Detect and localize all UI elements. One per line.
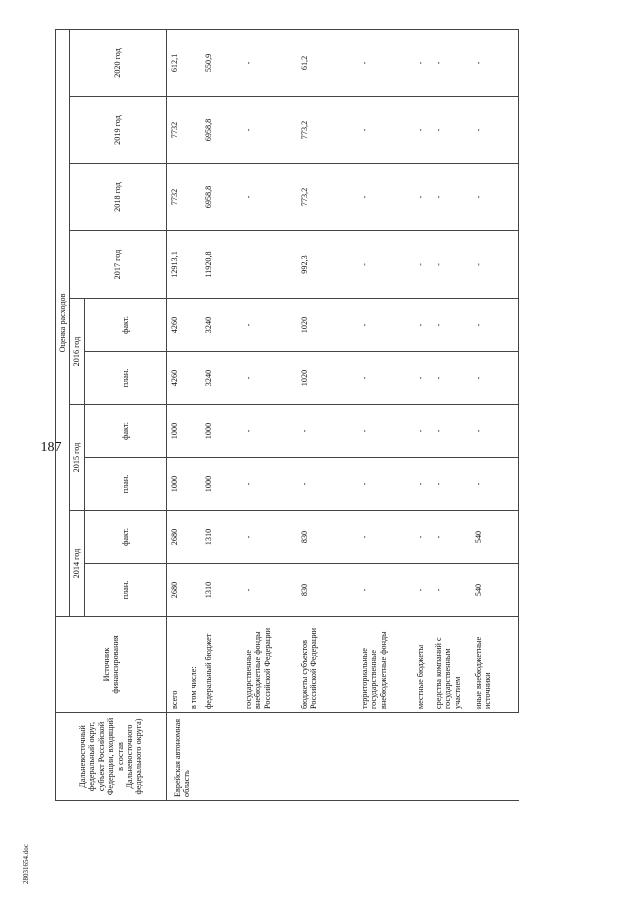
year-2020-header: 2020 год bbox=[70, 29, 166, 96]
region-name: Еврейская автономная область bbox=[166, 713, 518, 801]
year-2016-header: 2016 год bbox=[70, 299, 84, 405]
plan-2014-header: план. bbox=[84, 564, 166, 617]
value-cell: - bbox=[413, 405, 431, 458]
value-cell: 7732 bbox=[166, 164, 186, 231]
value-cell: 1000 bbox=[201, 458, 241, 511]
value-cell: - bbox=[357, 511, 413, 564]
year-2017-header: 2017 год bbox=[70, 231, 166, 299]
value-cell: 830 bbox=[297, 511, 357, 564]
page-number: 187 bbox=[40, 440, 62, 455]
source-label: бюджеты субъектов Российской Федерации bbox=[297, 617, 357, 713]
estimate-header: Оценка расходов bbox=[56, 29, 70, 616]
source-label: федеральный бюджет bbox=[201, 617, 241, 713]
value-cell: 550,9 bbox=[201, 29, 241, 96]
value-cell: - bbox=[413, 564, 431, 617]
value-cell bbox=[186, 97, 200, 164]
value-cell: - bbox=[413, 511, 431, 564]
source-label: местные бюджеты bbox=[413, 617, 431, 713]
table-row bbox=[201, 29, 241, 800]
value-cell: - bbox=[413, 352, 431, 405]
value-cell: 1020 bbox=[297, 299, 357, 352]
value-cell: - bbox=[413, 299, 431, 352]
value-cell: - bbox=[241, 164, 297, 231]
value-cell: 12913,1 bbox=[166, 231, 186, 299]
value-cell: 4260 bbox=[166, 352, 186, 405]
value-cell bbox=[186, 164, 200, 231]
source-label: территориальные государственные внебюджетные фонды bbox=[357, 617, 413, 713]
value-cell: - bbox=[431, 164, 471, 231]
footer-document-code: 28031654.doc bbox=[22, 844, 30, 884]
value-cell: - bbox=[241, 299, 297, 352]
value-cell: - bbox=[471, 405, 519, 458]
value-cell: - bbox=[431, 564, 471, 617]
value-cell: - bbox=[431, 231, 471, 299]
value-cell: - bbox=[241, 352, 297, 405]
value-cell: 612,1 bbox=[166, 29, 186, 96]
value-cell: - bbox=[431, 29, 471, 96]
table-row bbox=[186, 29, 200, 800]
value-cell: - bbox=[471, 299, 519, 352]
value-cell: - bbox=[357, 29, 413, 96]
fact-2015-header: факт. bbox=[84, 405, 166, 458]
value-cell: 540 bbox=[471, 564, 519, 617]
value-cell: 3240 bbox=[201, 299, 241, 352]
value-cell: - bbox=[357, 97, 413, 164]
value-cell: - bbox=[413, 97, 431, 164]
value-cell: - bbox=[413, 29, 431, 96]
value-cell: - bbox=[471, 458, 519, 511]
value-cell bbox=[186, 299, 200, 352]
value-cell: - bbox=[471, 164, 519, 231]
value-cell: - bbox=[241, 97, 297, 164]
value-cell: 3240 bbox=[201, 352, 241, 405]
plan-2016-header: план. bbox=[84, 352, 166, 405]
table-row bbox=[413, 29, 431, 800]
value-cell bbox=[186, 352, 200, 405]
value-cell: - bbox=[357, 231, 413, 299]
value-cell: - bbox=[357, 352, 413, 405]
value-cell bbox=[186, 511, 200, 564]
value-cell: - bbox=[431, 97, 471, 164]
value-cell: - bbox=[297, 458, 357, 511]
value-cell: 4260 bbox=[166, 299, 186, 352]
value-cell: - bbox=[413, 458, 431, 511]
value-cell: - bbox=[471, 97, 519, 164]
fact-2014-header: факт. bbox=[84, 511, 166, 564]
source-column-header: Источник финансирования bbox=[56, 617, 167, 713]
table-row bbox=[357, 29, 413, 800]
source-label: всего bbox=[166, 617, 186, 713]
value-cell bbox=[186, 564, 200, 617]
value-cell: - bbox=[297, 405, 357, 458]
year-2014-header: 2014 год bbox=[70, 511, 84, 617]
value-cell: 7732 bbox=[166, 97, 186, 164]
table-row bbox=[166, 29, 186, 800]
table-row bbox=[431, 29, 471, 800]
value-cell: 11920,8 bbox=[201, 231, 241, 299]
value-cell: 1000 bbox=[201, 405, 241, 458]
value-cell: - bbox=[431, 458, 471, 511]
value-cell bbox=[186, 405, 200, 458]
value-cell: - bbox=[357, 458, 413, 511]
value-cell: - bbox=[431, 405, 471, 458]
value-cell bbox=[241, 231, 297, 299]
value-cell: - bbox=[241, 458, 297, 511]
source-label: средства компаний с государственным участием bbox=[431, 617, 471, 713]
table-row bbox=[297, 29, 357, 800]
value-cell: - bbox=[431, 299, 471, 352]
value-cell: 2680 bbox=[166, 511, 186, 564]
table-row bbox=[241, 29, 297, 800]
value-cell: - bbox=[471, 231, 519, 299]
value-cell: 1310 bbox=[201, 564, 241, 617]
value-cell: 6958,8 bbox=[201, 164, 241, 231]
value-cell: 992,3 bbox=[297, 231, 357, 299]
value-cell: - bbox=[241, 564, 297, 617]
value-cell: 1000 bbox=[166, 405, 186, 458]
expenditure-estimate-table bbox=[55, 29, 519, 801]
value-cell: - bbox=[471, 352, 519, 405]
value-cell: 540 bbox=[471, 511, 519, 564]
value-cell: - bbox=[241, 29, 297, 96]
value-cell: - bbox=[357, 299, 413, 352]
value-cell: 773,2 bbox=[297, 97, 357, 164]
source-label: иные внебюджетные источники bbox=[471, 617, 519, 713]
value-cell bbox=[186, 458, 200, 511]
value-cell: 1000 bbox=[166, 458, 186, 511]
plan-2015-header: план. bbox=[84, 458, 166, 511]
value-cell: - bbox=[241, 405, 297, 458]
value-cell: 773,2 bbox=[297, 164, 357, 231]
value-cell bbox=[186, 231, 200, 299]
value-cell: - bbox=[471, 29, 519, 96]
value-cell: - bbox=[413, 164, 431, 231]
value-cell: - bbox=[357, 564, 413, 617]
year-2019-header: 2019 год bbox=[70, 97, 166, 164]
value-cell: 1310 bbox=[201, 511, 241, 564]
fact-2016-header: факт. bbox=[84, 299, 166, 352]
source-label: государственные внебюджетные фонды Российской Федерации bbox=[241, 617, 297, 713]
value-cell: - bbox=[431, 511, 471, 564]
value-cell: - bbox=[241, 511, 297, 564]
value-cell: 1020 bbox=[297, 352, 357, 405]
value-cell: 2680 bbox=[166, 564, 186, 617]
region-column-header: Дальневосточный федеральный округ, субъект Российской Федерации, входящий в состав Дальневосточного федерального округа) bbox=[56, 713, 167, 801]
value-cell: 6958,8 bbox=[201, 97, 241, 164]
value-cell: 830 bbox=[297, 564, 357, 617]
value-cell: - bbox=[357, 405, 413, 458]
year-2015-header: 2015 год bbox=[70, 405, 84, 511]
value-cell: 61,2 bbox=[297, 29, 357, 96]
value-cell: - bbox=[357, 164, 413, 231]
source-label: в том числе: bbox=[186, 617, 200, 713]
value-cell bbox=[186, 29, 200, 96]
year-2018-header: 2018 год bbox=[70, 164, 166, 231]
table-row bbox=[471, 29, 519, 800]
value-cell: - bbox=[413, 231, 431, 299]
value-cell: - bbox=[431, 352, 471, 405]
rotated-table-container bbox=[55, 30, 637, 801]
